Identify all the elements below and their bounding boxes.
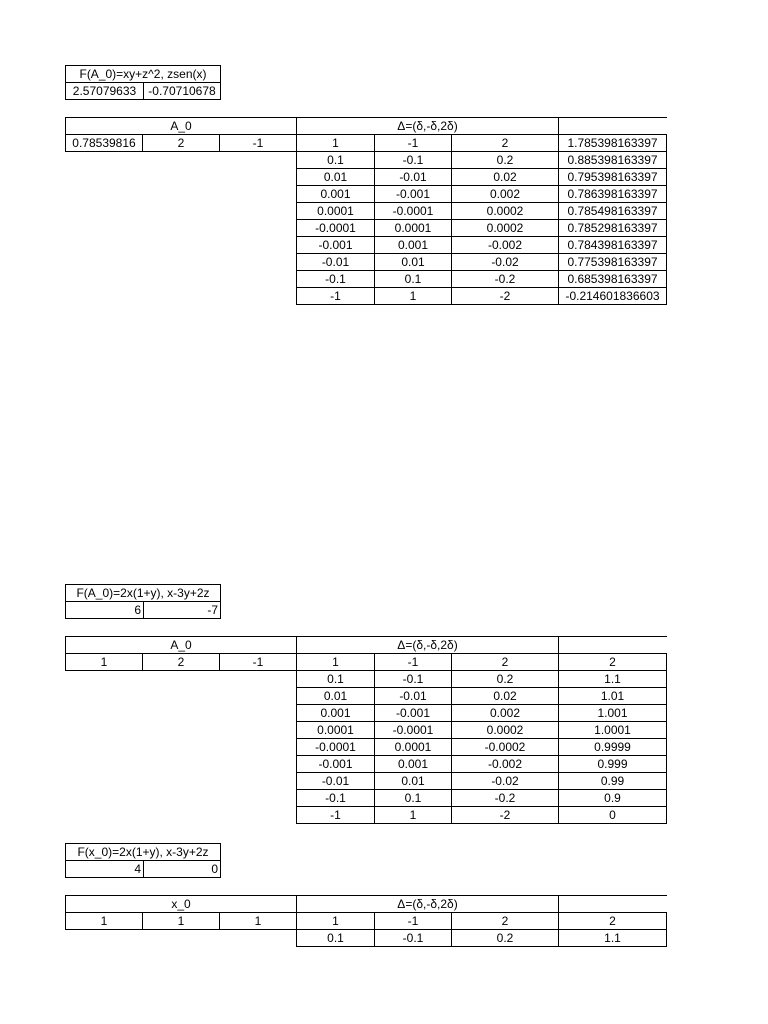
result-cell: 1.0001 bbox=[559, 722, 667, 739]
delta-cell: 0.0001 bbox=[297, 722, 375, 739]
empty-header-cell bbox=[559, 118, 667, 135]
delta-cell: -1 bbox=[375, 913, 452, 930]
function-table-2 bbox=[65, 584, 221, 619]
delta-cell: 2 bbox=[452, 135, 559, 152]
delta-cell: -0.001 bbox=[375, 186, 452, 203]
function-table-3 bbox=[65, 843, 221, 878]
result-cell: 1.1 bbox=[559, 671, 667, 688]
table-row bbox=[66, 654, 667, 671]
function-value-cell: 0 bbox=[144, 861, 221, 878]
delta-cell: -0.1 bbox=[297, 271, 375, 288]
table-row bbox=[66, 186, 667, 203]
delta-cell: 1 bbox=[375, 288, 452, 305]
delta-cell: -0.0002 bbox=[452, 739, 559, 756]
delta-cell: -0.01 bbox=[375, 169, 452, 186]
delta-cell: -2 bbox=[452, 288, 559, 305]
table-row bbox=[66, 254, 667, 271]
delta-cell: -1 bbox=[297, 807, 375, 824]
delta-cell: 0.001 bbox=[375, 237, 452, 254]
delta-cell: -0.0001 bbox=[297, 220, 375, 237]
table-row bbox=[66, 773, 667, 790]
delta-cell: 0.0001 bbox=[375, 220, 452, 237]
result-cell: 1.001 bbox=[559, 705, 667, 722]
delta-cell: -1 bbox=[297, 288, 375, 305]
function-table-1 bbox=[65, 65, 221, 100]
delta-cell: -0.02 bbox=[452, 254, 559, 271]
table-row bbox=[66, 169, 667, 186]
delta-cell: 0.02 bbox=[452, 169, 559, 186]
result-cell: 0.999 bbox=[559, 756, 667, 773]
delta-cell: -1 bbox=[375, 135, 452, 152]
delta-cell: 0.01 bbox=[375, 254, 452, 271]
delta-cell: 0.2 bbox=[452, 152, 559, 169]
a0-value-cell: -1 bbox=[220, 135, 297, 152]
result-cell: 0 bbox=[559, 807, 667, 824]
a0-value-cell: 2 bbox=[143, 654, 220, 671]
empty-header-cell bbox=[559, 896, 667, 913]
table-row bbox=[66, 152, 667, 169]
delta-cell: 0.1 bbox=[297, 671, 375, 688]
table-row bbox=[66, 913, 667, 930]
delta-cell: -0.1 bbox=[375, 152, 452, 169]
delta-cell: 1 bbox=[297, 654, 375, 671]
result-cell: 2 bbox=[559, 654, 667, 671]
delta-cell: 0.1 bbox=[375, 790, 452, 807]
data-table-1 bbox=[65, 117, 667, 305]
table-row bbox=[66, 705, 667, 722]
delta-cell: -0.0001 bbox=[297, 739, 375, 756]
delta-cell: -0.001 bbox=[297, 756, 375, 773]
delta-cell: 0.001 bbox=[297, 186, 375, 203]
function-header-3: F(x_0)=2x(1+y), x-3y+2z bbox=[66, 844, 221, 861]
table-row bbox=[66, 930, 667, 947]
result-cell: 1.1 bbox=[559, 930, 667, 947]
delta-cell: -0.01 bbox=[375, 688, 452, 705]
delta-cell: 0.02 bbox=[452, 688, 559, 705]
table-row bbox=[66, 790, 667, 807]
delta-header: Δ=(δ,-δ,2δ) bbox=[297, 118, 559, 135]
result-cell: -0.214601836603 bbox=[559, 288, 667, 305]
delta-cell: -0.002 bbox=[452, 237, 559, 254]
delta-cell: 1 bbox=[375, 807, 452, 824]
function-value-cell: 6 bbox=[66, 602, 144, 619]
a0-value-cell: 0.78539816 bbox=[66, 135, 143, 152]
result-cell: 0.99 bbox=[559, 773, 667, 790]
delta-cell: -0.0001 bbox=[375, 203, 452, 220]
delta-cell: -0.0001 bbox=[375, 722, 452, 739]
delta-cell: 0.001 bbox=[375, 756, 452, 773]
delta-cell: 0.01 bbox=[297, 169, 375, 186]
delta-cell: 0.002 bbox=[452, 705, 559, 722]
result-cell: 1.785398163397 bbox=[559, 135, 667, 152]
table-row bbox=[66, 722, 667, 739]
x0-value-cell: 1 bbox=[220, 913, 297, 930]
delta-cell: -0.01 bbox=[297, 254, 375, 271]
result-cell: 0.885398163397 bbox=[559, 152, 667, 169]
delta-cell: 2 bbox=[452, 913, 559, 930]
x0-header: x_0 bbox=[66, 896, 297, 913]
delta-cell: 0.1 bbox=[297, 152, 375, 169]
delta-cell: 0.2 bbox=[452, 930, 559, 947]
delta-cell: -0.1 bbox=[375, 930, 452, 947]
result-cell: 0.775398163397 bbox=[559, 254, 667, 271]
a0-header: A_0 bbox=[66, 118, 297, 135]
delta-cell: 0.0002 bbox=[452, 203, 559, 220]
delta-cell: 0.01 bbox=[297, 688, 375, 705]
result-cell: 0.785498163397 bbox=[559, 203, 667, 220]
delta-cell: -2 bbox=[452, 807, 559, 824]
result-cell: 0.795398163397 bbox=[559, 169, 667, 186]
data-table-3 bbox=[65, 895, 667, 947]
table-row bbox=[66, 688, 667, 705]
delta-cell: 0.001 bbox=[297, 705, 375, 722]
result-cell: 0.786398163397 bbox=[559, 186, 667, 203]
delta-cell: 2 bbox=[452, 654, 559, 671]
delta-cell: -0.02 bbox=[452, 773, 559, 790]
function-value-cell: -7 bbox=[144, 602, 221, 619]
delta-cell: 0.002 bbox=[452, 186, 559, 203]
function-header-2: F(A_0)=2x(1+y), x-3y+2z bbox=[66, 585, 221, 602]
result-cell: 0.784398163397 bbox=[559, 237, 667, 254]
delta-cell: 0.1 bbox=[375, 271, 452, 288]
delta-cell: -1 bbox=[375, 654, 452, 671]
table-row bbox=[66, 671, 667, 688]
x0-value-cell: 1 bbox=[66, 913, 143, 930]
delta-cell: 0.0002 bbox=[452, 722, 559, 739]
delta-cell: -0.001 bbox=[375, 705, 452, 722]
empty-header-cell bbox=[559, 637, 667, 654]
table-row bbox=[66, 807, 667, 824]
delta-cell: 0.01 bbox=[375, 773, 452, 790]
result-cell: 2 bbox=[559, 913, 667, 930]
delta-cell: -0.1 bbox=[375, 671, 452, 688]
delta-cell: -0.001 bbox=[297, 237, 375, 254]
function-value-cell: -0.70710678 bbox=[144, 83, 221, 100]
delta-cell: -0.01 bbox=[297, 773, 375, 790]
delta-cell: 0.0001 bbox=[297, 203, 375, 220]
table-row bbox=[66, 135, 667, 152]
delta-cell: -0.2 bbox=[452, 271, 559, 288]
function-value-cell: 4 bbox=[66, 861, 144, 878]
result-cell: 0.685398163397 bbox=[559, 271, 667, 288]
delta-cell: 0.2 bbox=[452, 671, 559, 688]
result-cell: 0.785298163397 bbox=[559, 220, 667, 237]
function-header-1: F(A_0)=xy+z^2, zsen(x) bbox=[66, 66, 221, 83]
result-cell: 0.9 bbox=[559, 790, 667, 807]
table-row bbox=[66, 203, 667, 220]
a0-value-cell: 2 bbox=[143, 135, 220, 152]
table-row bbox=[66, 237, 667, 254]
delta-cell: -0.2 bbox=[452, 790, 559, 807]
delta-cell: 0.0001 bbox=[375, 739, 452, 756]
result-cell: 0.9999 bbox=[559, 739, 667, 756]
delta-header: Δ=(δ,-δ,2δ) bbox=[297, 896, 559, 913]
delta-header: Δ=(δ,-δ,2δ) bbox=[297, 637, 559, 654]
delta-cell: -0.002 bbox=[452, 756, 559, 773]
x0-value-cell: 1 bbox=[143, 913, 220, 930]
a0-header: A_0 bbox=[66, 637, 297, 654]
function-value-cell: 2.57079633 bbox=[66, 83, 144, 100]
table-row bbox=[66, 220, 667, 237]
table-row bbox=[66, 739, 667, 756]
delta-cell: 1 bbox=[297, 135, 375, 152]
data-table-2 bbox=[65, 636, 667, 824]
table-row bbox=[66, 288, 667, 305]
delta-cell: 1 bbox=[297, 913, 375, 930]
table-row bbox=[66, 271, 667, 288]
a0-value-cell: -1 bbox=[220, 654, 297, 671]
result-cell: 1.01 bbox=[559, 688, 667, 705]
delta-cell: 0.1 bbox=[297, 930, 375, 947]
delta-cell: -0.1 bbox=[297, 790, 375, 807]
table-row bbox=[66, 756, 667, 773]
delta-cell: 0.0002 bbox=[452, 220, 559, 237]
a0-value-cell: 1 bbox=[66, 654, 143, 671]
